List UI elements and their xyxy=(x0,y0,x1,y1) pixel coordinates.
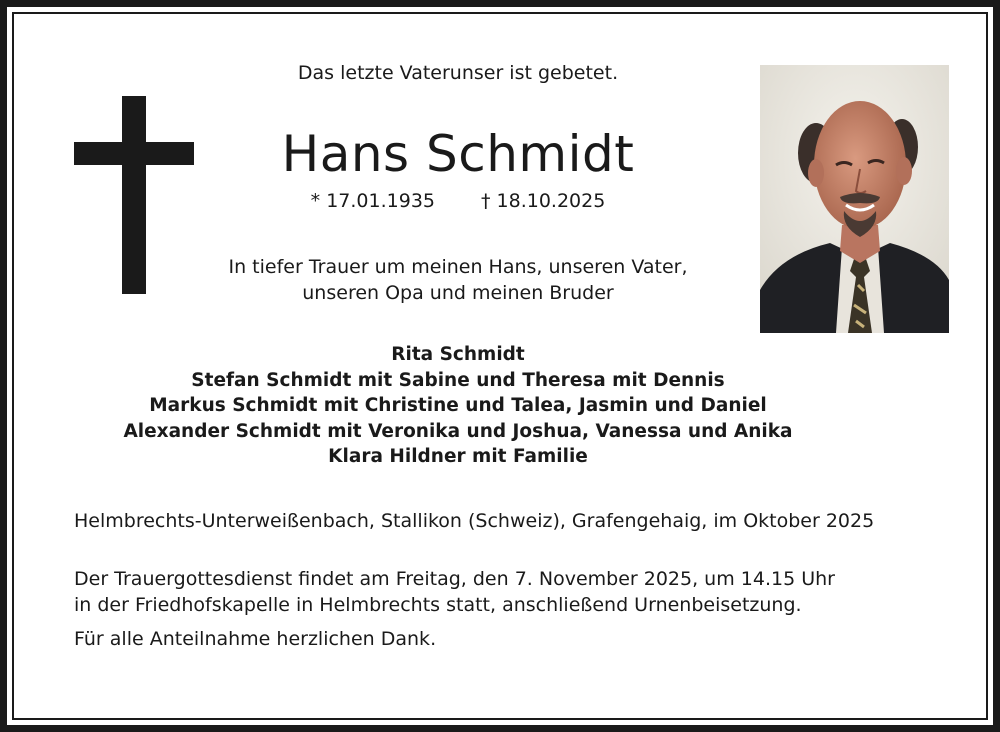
death-date: † 18.10.2025 xyxy=(481,190,606,212)
funeral-service-info xyxy=(74,566,954,618)
service-line: in der Friedhofskapelle in Helmbrechts statt, anschließend Urnenbeisetzung. xyxy=(74,594,802,616)
place-date-line: Helmbrechts-Unterweißenbach, Stallikon (Schweiz), Grafengehaig, im Oktober 2025 xyxy=(74,510,875,532)
family-member: Rita Schmidt xyxy=(391,344,525,365)
family-member: Klara Hildner mit Familie xyxy=(328,446,588,467)
mourning-line: unseren Opa und meinen Bruder xyxy=(302,282,614,304)
cross-horizontal-bar xyxy=(74,142,194,165)
portrait-photo xyxy=(760,65,949,333)
cross-vertical-bar xyxy=(122,96,146,294)
family-list xyxy=(40,342,876,470)
intro-text: Das letzte Vaterunser ist gebetet. xyxy=(297,62,619,84)
mourning-line: In tiefer Trauer um meinen Hans, unseren Vater, xyxy=(228,256,688,278)
family-member: Stefan Schmidt mit Sabine und Theresa mit Dennis xyxy=(191,369,725,391)
thanks-line: Für alle Anteilnahme herzlichen Dank. xyxy=(74,628,437,650)
life-dates xyxy=(190,188,726,214)
birth-date: * 17.01.1935 xyxy=(310,190,435,212)
family-member: Markus Schmidt mit Christine und Talea, Jasmin und Daniel xyxy=(149,395,767,416)
deceased-name: Hans Schmidt xyxy=(281,125,635,183)
family-member: Alexander Schmidt mit Veronika und Joshua, Vanessa und Anika xyxy=(123,420,793,442)
service-line: Der Trauergottesdienst findet am Freitag, den 7. November 2025, um 14.15 Uhr xyxy=(74,568,835,590)
cross-icon xyxy=(74,96,194,294)
mourning-text xyxy=(190,254,726,306)
